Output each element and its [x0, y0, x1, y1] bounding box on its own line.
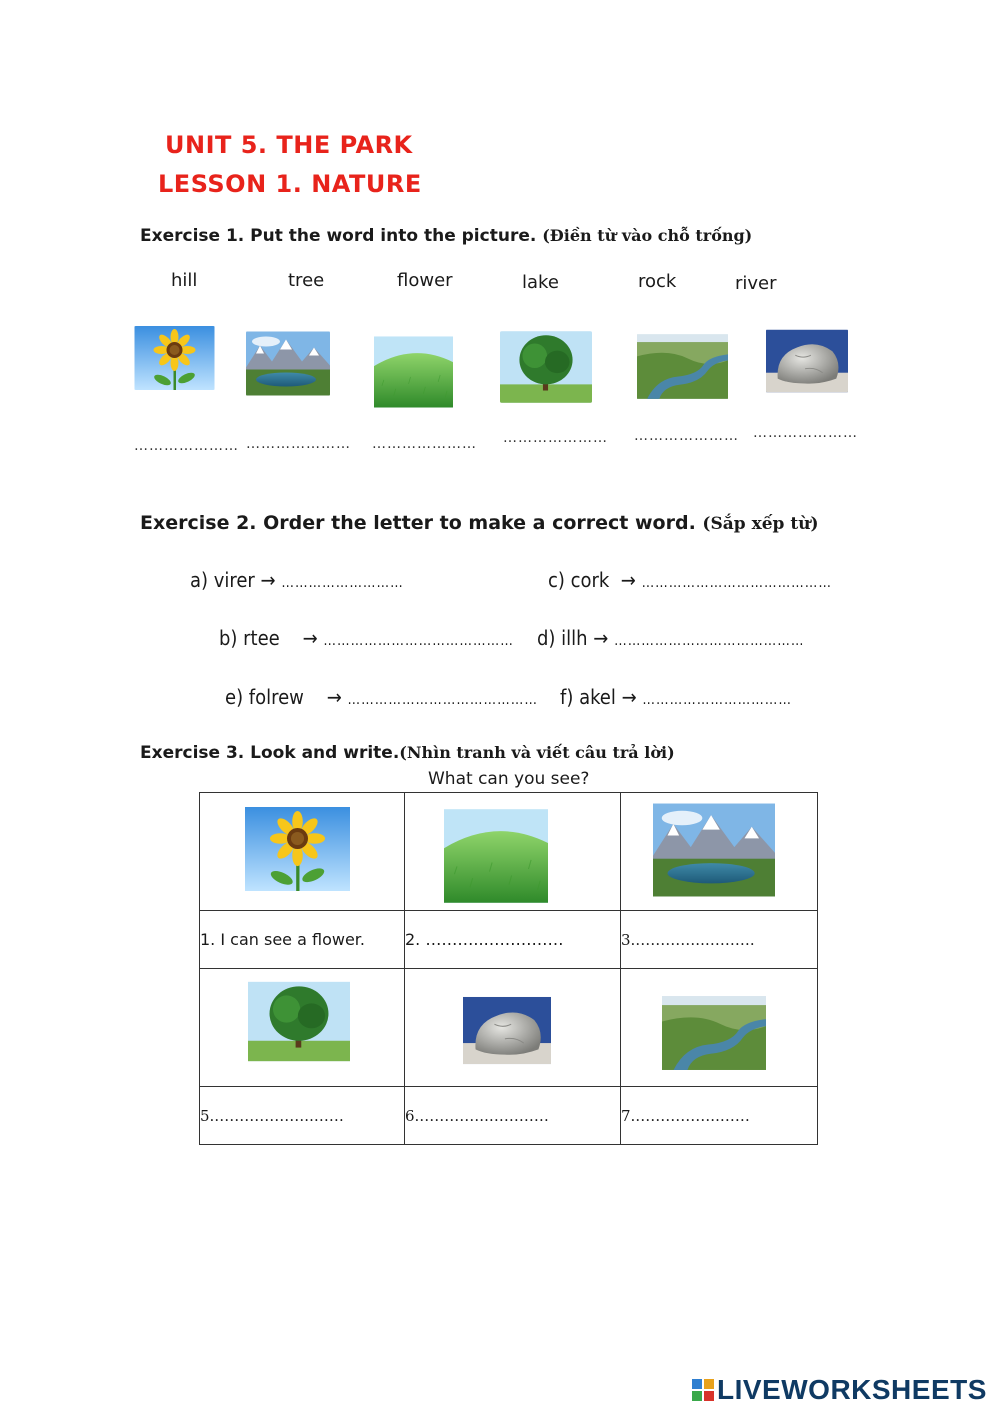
- tree-picture: [248, 979, 350, 1064]
- scramble-item-f: [560, 685, 792, 709]
- table-row: [200, 969, 818, 1087]
- word-bank-item: tree: [288, 270, 325, 291]
- grass-hill-picture: [444, 804, 548, 908]
- scramble-item-b: [219, 626, 514, 650]
- arrow-right-icon: →: [302, 626, 318, 650]
- answer-cell[interactable]: 5.………………..……: [200, 1087, 405, 1145]
- rock-picture: [463, 994, 551, 1067]
- exercise2-heading-note: (Sắp xếp từ): [702, 514, 819, 534]
- word-bank-item: hill: [171, 270, 198, 291]
- answer-blank[interactable]: …………………: [246, 436, 351, 452]
- sunflower-picture: [134, 326, 215, 390]
- answer-blank[interactable]: ……………………………………: [641, 575, 832, 591]
- picture-cell: [621, 969, 818, 1087]
- picture-cell: [200, 969, 405, 1087]
- exercise3-heading-text: Exercise 3. Look and write.: [140, 743, 400, 763]
- exercise3-heading-note: (Nhìn tranh và viết câu trả lời): [399, 743, 675, 762]
- scramble-item-d: [537, 626, 804, 650]
- exercise1-heading-text: Exercise 1. Put the word into the picture.: [140, 226, 537, 246]
- look-and-write-table: [199, 792, 818, 1145]
- picture-cell: [621, 793, 818, 911]
- grass-hill-picture: [374, 335, 453, 409]
- word-bank-item: rock: [638, 271, 677, 292]
- exercise1-heading-note: (Điền từ vào chỗ trống): [542, 226, 753, 245]
- arrow-right-icon: →: [326, 685, 342, 709]
- answer-cell[interactable]: 6.…………..…………: [405, 1087, 621, 1145]
- word-bank-item: lake: [522, 272, 559, 293]
- answer-blank[interactable]: …………………: [372, 436, 477, 452]
- picture-cell: [405, 793, 621, 911]
- answer-cell: 1. I can see a flower.: [200, 911, 405, 969]
- answer-blank[interactable]: ……………………………: [642, 692, 792, 708]
- liveworksheets-logo-icon: [692, 1376, 714, 1398]
- exercise2-heading-text: Exercise 2. Order the letter to make a correct word.: [140, 512, 696, 534]
- arrow-right-icon: →: [621, 685, 637, 709]
- arrow-right-icon: →: [620, 568, 636, 592]
- table-row: [200, 793, 818, 911]
- mountain-lake-picture: [653, 801, 775, 899]
- scramble-word: a) virer: [190, 568, 255, 592]
- exercise1-heading: [140, 226, 752, 246]
- scramble-item-e: [225, 685, 538, 709]
- scramble-word: f) akel: [560, 685, 616, 709]
- exercise2-heading: [140, 512, 819, 534]
- answer-cell[interactable]: 3.…………..……….: [621, 911, 818, 969]
- brand-text: LIVEWORKSHEETS: [717, 1374, 987, 1405]
- picture-cell: [200, 793, 405, 911]
- tree-picture: [500, 331, 592, 403]
- answer-blank[interactable]: ……………………………………: [347, 692, 538, 708]
- scramble-item-a: [190, 568, 404, 592]
- answer-blank[interactable]: ………………………: [281, 575, 404, 591]
- table-row: [200, 911, 818, 969]
- rock-picture: [766, 329, 848, 393]
- mountain-lake-picture: [246, 331, 330, 396]
- answer-blank[interactable]: …………………: [134, 438, 239, 454]
- answer-blank[interactable]: …………………: [503, 430, 608, 446]
- word-bank-item: river: [735, 273, 777, 294]
- arrow-right-icon: →: [593, 626, 609, 650]
- river-valley-picture: [637, 333, 728, 400]
- picture-cell: [405, 969, 621, 1087]
- exercise3-heading: [140, 743, 675, 763]
- liveworksheets-brand: [692, 1374, 987, 1406]
- answer-blank[interactable]: ……………………………………: [323, 633, 514, 649]
- answer-blank[interactable]: ……………………………………: [614, 633, 805, 649]
- scramble-word: c) cork: [548, 568, 610, 592]
- unit-title: UNIT 5. THE PARK: [165, 131, 413, 159]
- scramble-word: b) rtee: [219, 626, 280, 650]
- answer-cell[interactable]: 2. ………..……………: [405, 911, 621, 969]
- scramble-word: e) folrew: [225, 685, 304, 709]
- sunflower-picture: [245, 805, 350, 893]
- word-bank-item: flower: [397, 270, 453, 291]
- answer-cell[interactable]: 7.……………..……: [621, 1087, 818, 1145]
- scramble-item-c: [548, 568, 832, 592]
- scramble-word: d) illh: [537, 626, 588, 650]
- table-row: [200, 1087, 818, 1145]
- arrow-right-icon: →: [260, 568, 276, 592]
- exercise3-question: What can you see?: [428, 769, 590, 789]
- answer-blank[interactable]: …………………: [753, 425, 858, 441]
- lesson-title: LESSON 1. NATURE: [158, 170, 422, 198]
- answer-blank[interactable]: …………………: [634, 428, 739, 444]
- river-valley-picture: [662, 990, 766, 1076]
